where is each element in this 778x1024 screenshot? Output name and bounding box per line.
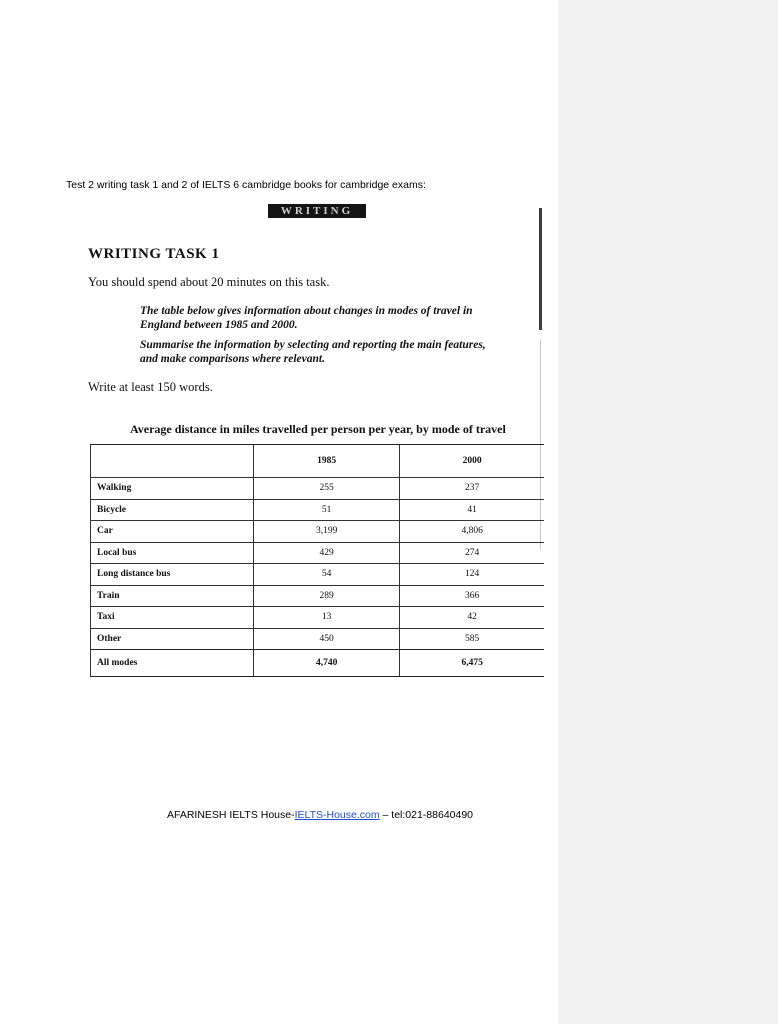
table-row xyxy=(91,542,545,564)
table-header-1985: 1985 xyxy=(254,445,400,478)
table-row xyxy=(91,607,545,629)
table-header-row xyxy=(91,445,545,478)
mode-label: Car xyxy=(91,521,254,543)
value-2000: 42 xyxy=(400,607,544,629)
mode-label: Other xyxy=(91,628,254,650)
table-title: Average distance in miles travelled per person per year, by mode of travel xyxy=(130,422,506,436)
value-1985: 54 xyxy=(254,564,400,586)
value-1985: 51 xyxy=(254,499,400,521)
value-1985: 289 xyxy=(254,585,400,607)
footer-website-link[interactable]: IELTS-House.com xyxy=(294,809,380,821)
page-footer xyxy=(167,809,473,821)
mode-label: Bicycle xyxy=(91,499,254,521)
table-header-blank xyxy=(91,445,254,478)
table-row xyxy=(91,521,545,543)
value-2000: 585 xyxy=(400,628,544,650)
table-row xyxy=(91,499,545,521)
mode-label: Walking xyxy=(91,478,254,500)
mode-label: Taxi xyxy=(91,607,254,629)
total-label: All modes xyxy=(91,650,254,677)
value-2000: 41 xyxy=(400,499,544,521)
task-title: WRITING TASK 1 xyxy=(88,246,220,262)
footer-prefix: AFARINESH IELTS House- xyxy=(167,809,295,821)
value-2000: 237 xyxy=(400,478,544,500)
mode-label: Long distance bus xyxy=(91,564,254,586)
mode-label: Train xyxy=(91,585,254,607)
table-total-row xyxy=(91,650,545,677)
travel-data-table xyxy=(90,444,544,677)
table-row xyxy=(91,564,545,586)
instruction-summarise: Summarise the information by selecting and reporting the main features, and make comparisons where relevant. xyxy=(140,339,486,365)
total-1985: 4,740 xyxy=(254,650,400,677)
scanned-page-image xyxy=(78,200,548,688)
value-1985: 13 xyxy=(254,607,400,629)
table-row xyxy=(91,585,545,607)
table-row xyxy=(91,478,545,500)
instruction-table-description: The table below gives information about changes in modes of travel in England between 1985 and 2000. xyxy=(140,305,473,331)
value-2000: 366 xyxy=(400,585,544,607)
scan-edge-line xyxy=(539,208,542,330)
word-count-note: Write at least 150 words. xyxy=(88,380,213,394)
scan-header-bar: WRITING xyxy=(268,204,366,218)
total-2000: 6,475 xyxy=(400,650,544,677)
document-intro-text: Test 2 writing task 1 and 2 of IELTS 6 cambridge books for cambridge exams: xyxy=(66,179,426,191)
value-1985: 255 xyxy=(254,478,400,500)
mode-label: Local bus xyxy=(91,542,254,564)
comment-pane xyxy=(558,0,778,1024)
value-1985: 429 xyxy=(254,542,400,564)
value-1985: 450 xyxy=(254,628,400,650)
time-note: You should spend about 20 minutes on this task. xyxy=(88,275,330,289)
value-2000: 124 xyxy=(400,564,544,586)
value-2000: 4,806 xyxy=(400,521,544,543)
value-2000: 274 xyxy=(400,542,544,564)
value-1985: 3,199 xyxy=(254,521,400,543)
table-row xyxy=(91,628,545,650)
table-header-2000: 2000 xyxy=(400,445,544,478)
footer-contact: – tel:021-88640490 xyxy=(379,809,474,821)
